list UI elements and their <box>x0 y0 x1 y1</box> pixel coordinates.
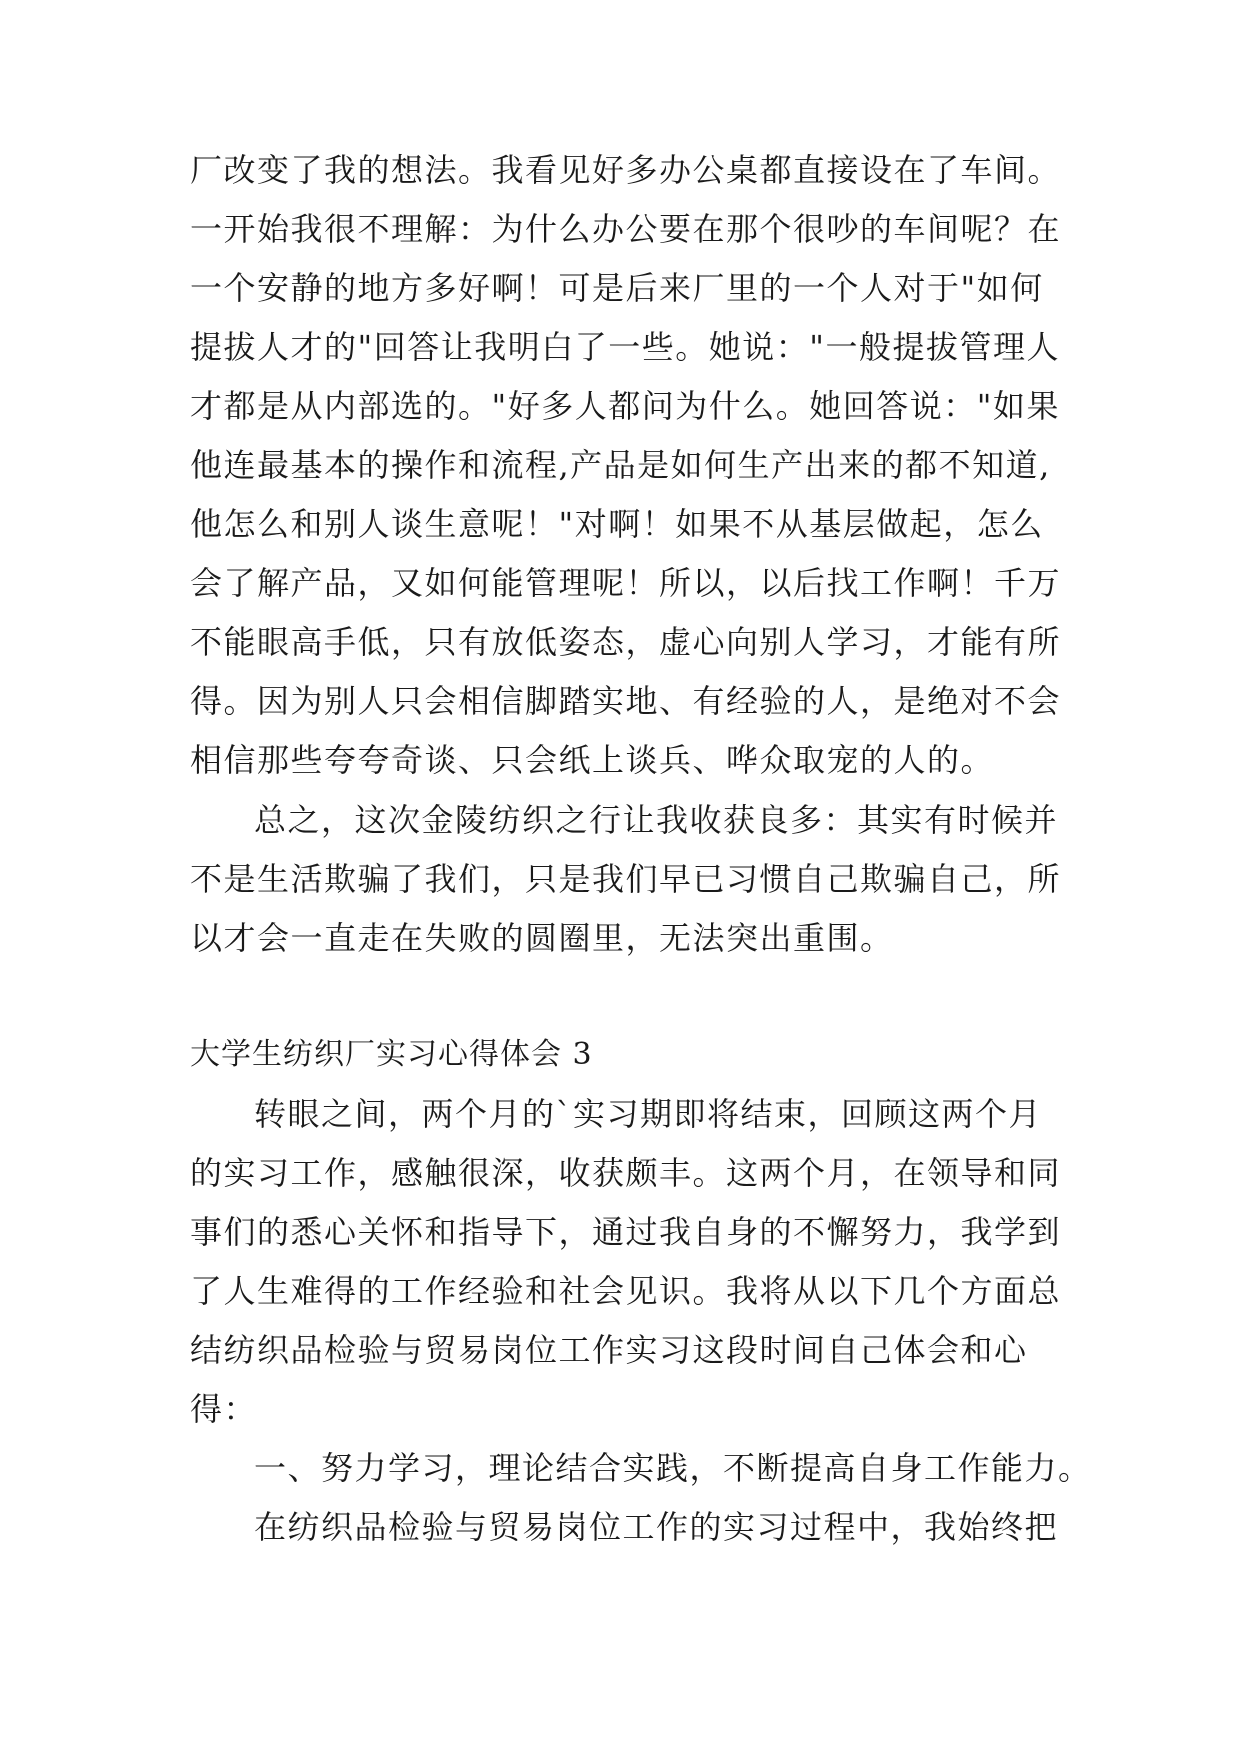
paragraph-line: 不是生活欺骗了我们，只是我们早已习惯自己欺骗自己，所 <box>190 860 1062 898</box>
paragraph-line: 不能眼高手低，只有放低姿态，虚心向别人学习，才能有所 <box>190 623 1062 661</box>
paragraph-line: 得： <box>190 1390 258 1428</box>
section-title: 大学生纺织厂实习心得体会 3 <box>190 1037 593 1072</box>
paragraph-line: 才都是从内部选的。"好多人都问为什么。她回答说："如果 <box>190 387 1060 425</box>
paragraph-line: 以才会一直走在失败的圆圈里，无法突出重围。 <box>190 919 894 957</box>
paragraph-line: 提拔人才的"回答让我明白了一些。她说："一般提拔管理人 <box>190 328 1060 366</box>
paragraph-line: 相信那些夸夸奇谈、只会纸上谈兵、哗众取宠的人的。 <box>190 741 995 779</box>
paragraph-line: 的实习工作，感触很深，收获颇丰。这两个月，在领导和同 <box>190 1154 1062 1192</box>
paragraph-line: 一开始我很不理解：为什么办公要在那个很吵的车间呢？在 <box>190 210 1062 248</box>
paragraph-line: 得。因为别人只会相信脚踏实地、有经验的人，是绝对不会 <box>190 682 1062 720</box>
paragraph-line: 转眼之间，两个月的`实习期即将结束，回顾这两个月 <box>254 1095 1043 1133</box>
paragraph-line: 厂改变了我的想法。我看见好多办公桌都直接设在了车间。 <box>190 151 1062 189</box>
paragraph-line: 一、努力学习，理论结合实践，不断提高自身工作能力。 <box>254 1449 1092 1487</box>
paragraph-line: 总之，这次金陵纺织之行让我收获良多：其实有时候并 <box>254 801 1059 839</box>
paragraph-line: 会了解产品，又如何能管理呢！所以，以后找工作啊！千万 <box>190 564 1062 602</box>
paragraph-line: 结纺织品检验与贸易岗位工作实习这段时间自己体会和心 <box>190 1331 1028 1369</box>
paragraph-line: 一个安静的地方多好啊！可是后来厂里的一个人对于"如何 <box>190 269 1044 307</box>
paragraph-line: 他怎么和别人谈生意呢！"对啊！如果不从基层做起，怎么 <box>190 505 1044 543</box>
paragraph-line: 了人生难得的工作经验和社会见识。我将从以下几个方面总 <box>190 1272 1062 1310</box>
paragraph-line: 他连最基本的操作和流程,产品是如何生产出来的都不知道, <box>190 446 1051 484</box>
paragraph-line: 在纺织品检验与贸易岗位工作的实习过程中，我始终把 <box>254 1508 1059 1546</box>
paragraph-line: 事们的悉心关怀和指导下，通过我自身的不懈努力，我学到 <box>190 1213 1062 1251</box>
